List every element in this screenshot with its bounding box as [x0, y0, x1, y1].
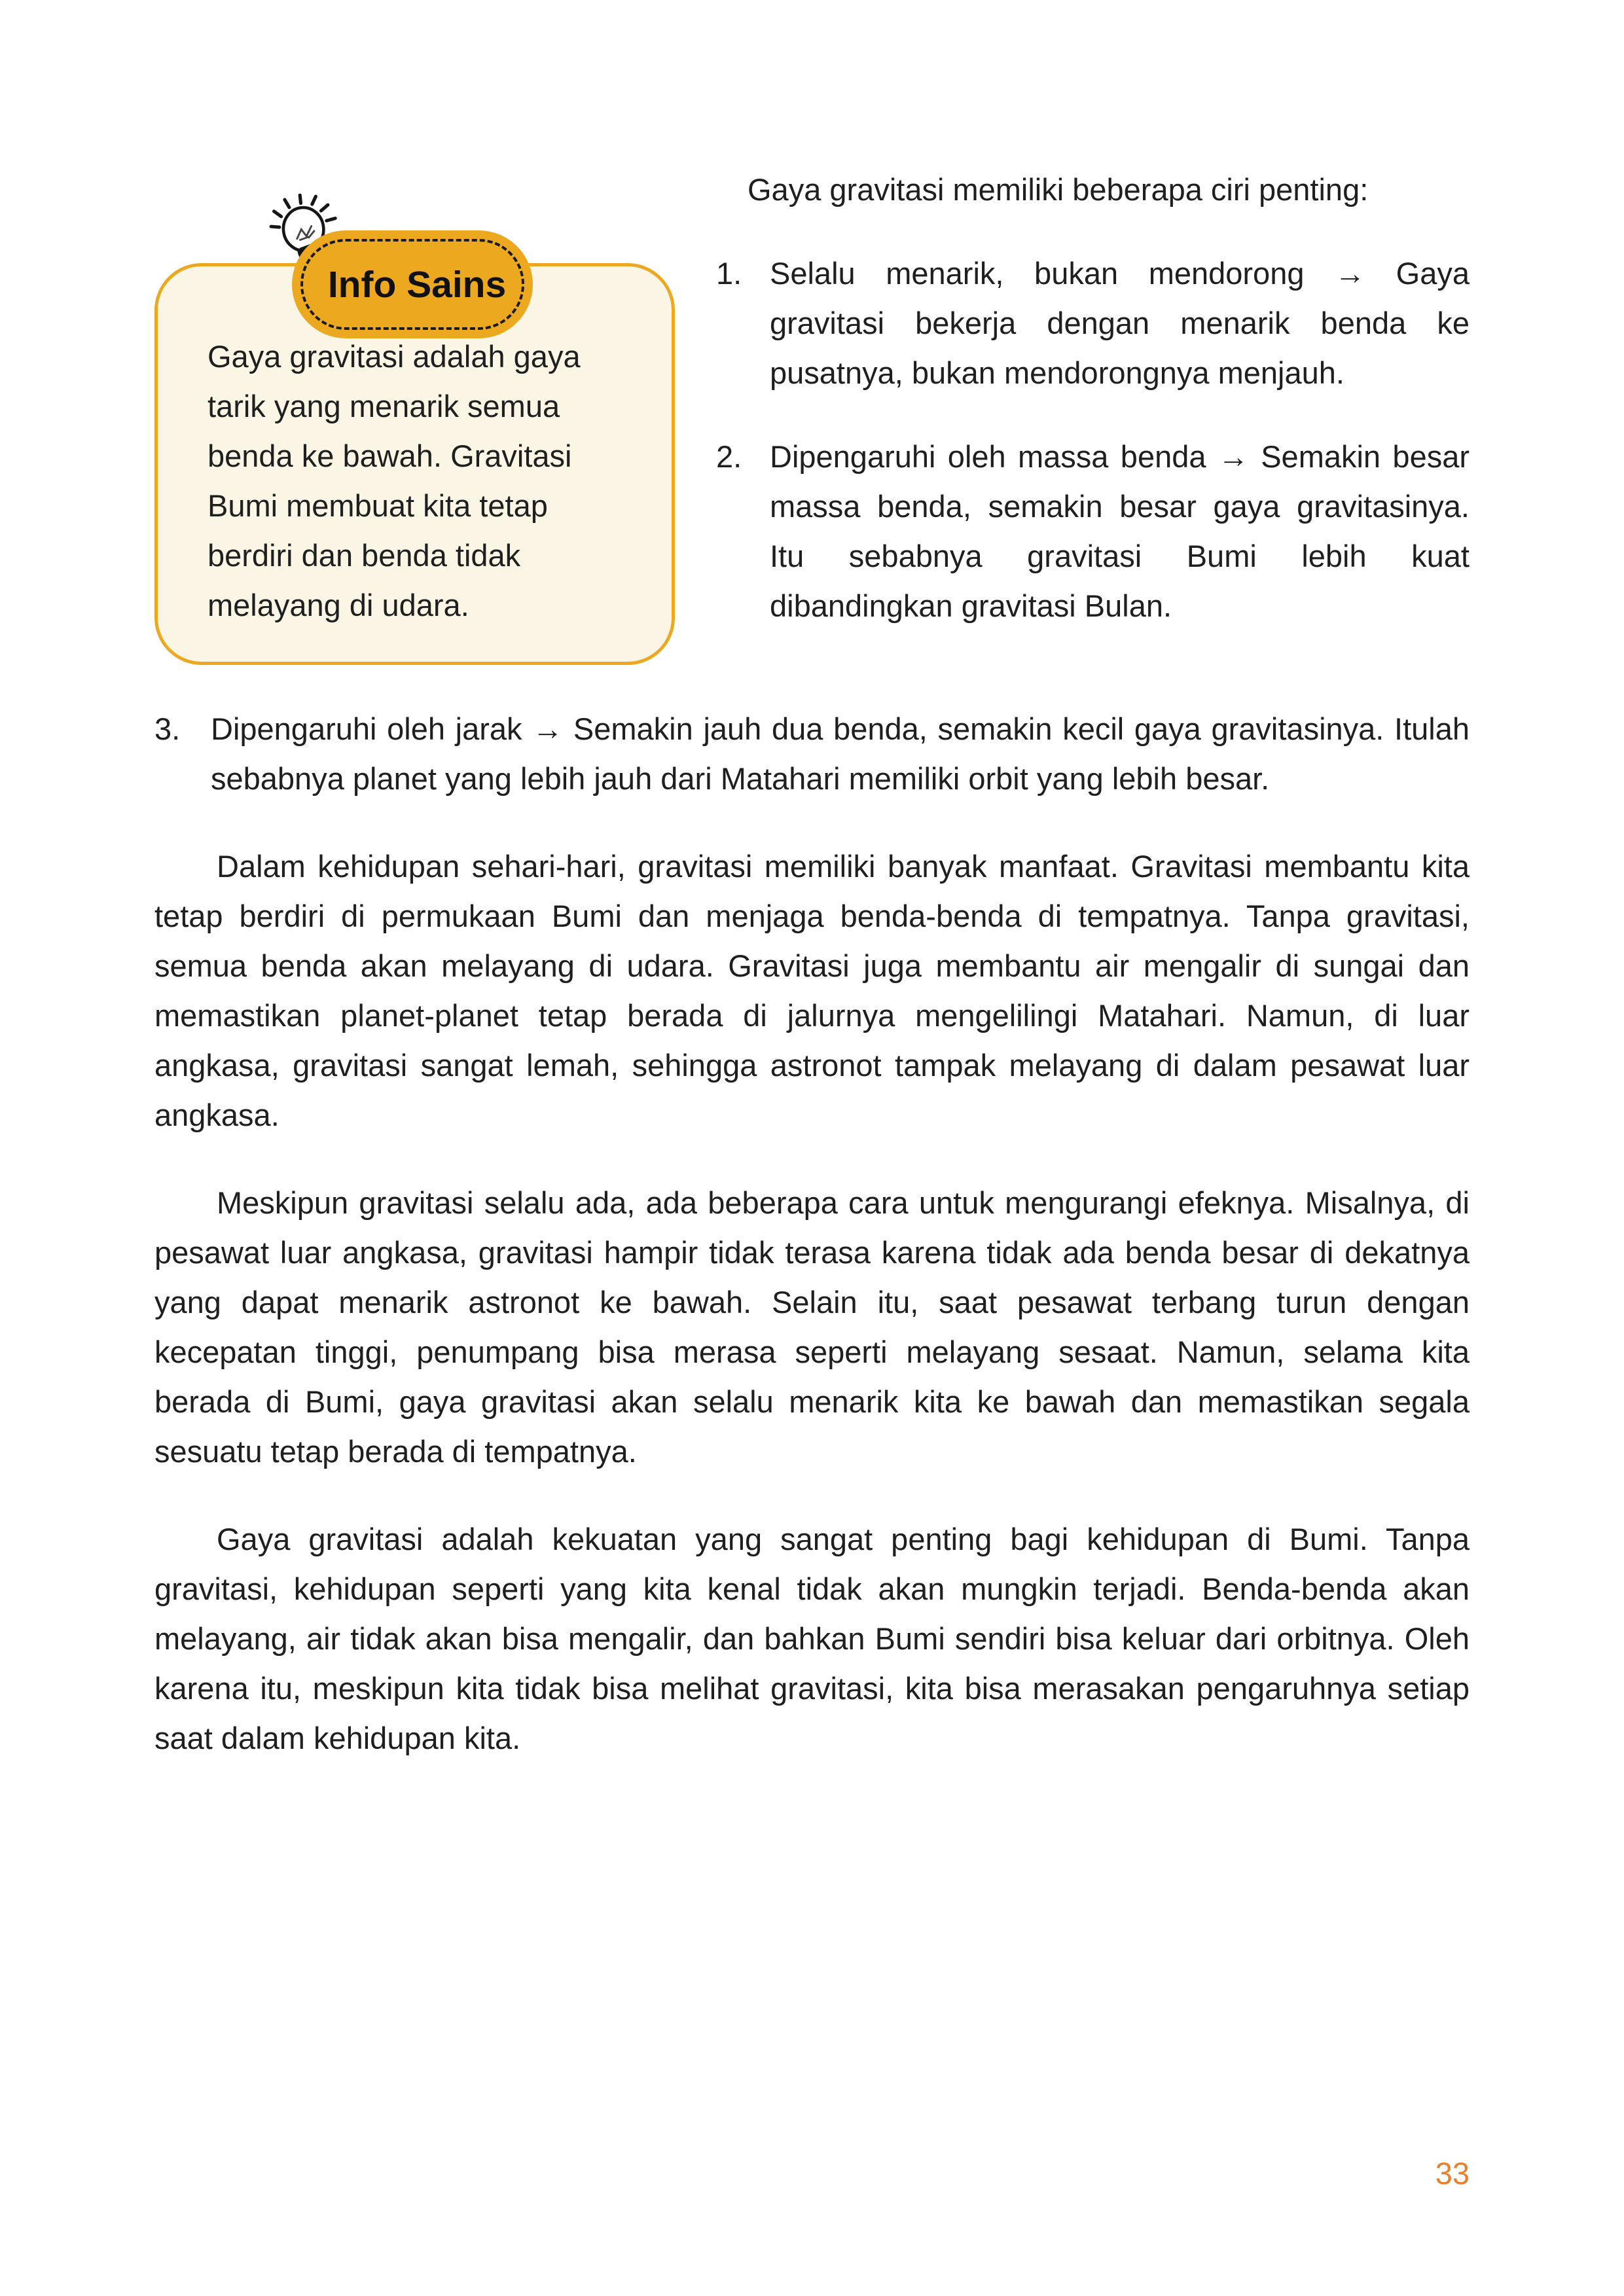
- paragraph: Gaya gravitasi adalah kekuatan yang sangat penting bagi kehidupan di Bumi. Tanpa gravitasi, kehidupan seperti yang kita kenal tidak akan mungkin terjadi. Benda-benda akan melayang, air tidak akan bisa mengalir, dan bahkan Bumi sendiri bisa keluar dari orbitnya. Oleh karena itu, meskipun kita tidak bisa melihat gravitasi, kita bisa merasakan pengaruhnya setiap saat dalam kehidupan kita.: [154, 1522, 1470, 1755]
- list-item-number: 2.: [716, 439, 742, 474]
- list-item: [704, 432, 1470, 631]
- intro-column: [704, 165, 1470, 665]
- info-sains-box: [154, 263, 675, 665]
- list-item: [154, 704, 1470, 804]
- paragraph: Meskipun gravitasi selalu ada, ada beberapa cara untuk mengurangi efeknya. Misalnya, di pesawat luar angkasa, gravitasi hampir tidak terasa karena tidak ada benda besar di dekatnya yang dapat menarik astronot ke bawah. Selain itu, saat pesawat terbang turun dengan kecepatan tinggi, penumpang bisa merasa seperti melayang sesaat. Namun, selama kita berada di Bumi, gaya gravitasi akan selalu menarik kita ke bawah dan memastikan segala sesuatu tetap berada di tempatnya.: [154, 1185, 1470, 1469]
- list-item-text: Dipengaruhi oleh massa benda → Semakin besar massa benda, semakin besar gaya gravitasinya. Itu sebabnya gravitasi Bumi lebih kuat dibandingkan gravitasi Bulan.: [770, 439, 1470, 623]
- info-box-title: Info Sains: [327, 263, 507, 306]
- info-box-body: Gaya gravitasi adalah gaya tarik yang menarik semua benda ke bawah. Gravitasi Bumi membuat kita tetap berdiri dan benda tidak melayang di udara.: [208, 339, 581, 622]
- page-number: 33: [1435, 2156, 1470, 2191]
- paragraph: Dalam kehidupan sehari-hari, gravitasi memiliki banyak manfaat. Gravitasi membantu kita tetap berdiri di permukaan Bumi dan menjaga benda-benda di tempatnya. Tanpa gravitasi, semua benda akan melayang di udara. Gravitasi juga membantu air mengalir di sungai dan memastikan planet-planet tetap berada di jalurnya mengelilingi Matahari. Namun, di luar angkasa, gravitasi sangat lemah, sehingga astronot tampak melayang di dalam pesawat luar angkasa.: [154, 849, 1470, 1132]
- top-section: [154, 165, 1470, 665]
- intro-paragraph: Gaya gravitasi memiliki beberapa ciri penting:: [748, 172, 1369, 207]
- list-item-number: 3.: [154, 711, 181, 746]
- info-box-column: [154, 165, 704, 665]
- list-item: [704, 249, 1470, 398]
- list-item-number: 1.: [716, 256, 742, 291]
- info-sains-badge: [292, 230, 533, 338]
- list-item-text: Selalu menarik, bukan mendorong → Gaya gravitasi bekerja dengan menarik benda ke pusatnya, bukan mendorongnya menjauh.: [770, 256, 1470, 390]
- page-content: [154, 165, 1470, 1763]
- list-item-text: Dipengaruhi oleh jarak → Semakin jauh dua benda, semakin kecil gaya gravitasinya. Itulah sebabnya planet yang lebih jauh dari Matahari memiliki orbit yang lebih besar.: [211, 711, 1470, 796]
